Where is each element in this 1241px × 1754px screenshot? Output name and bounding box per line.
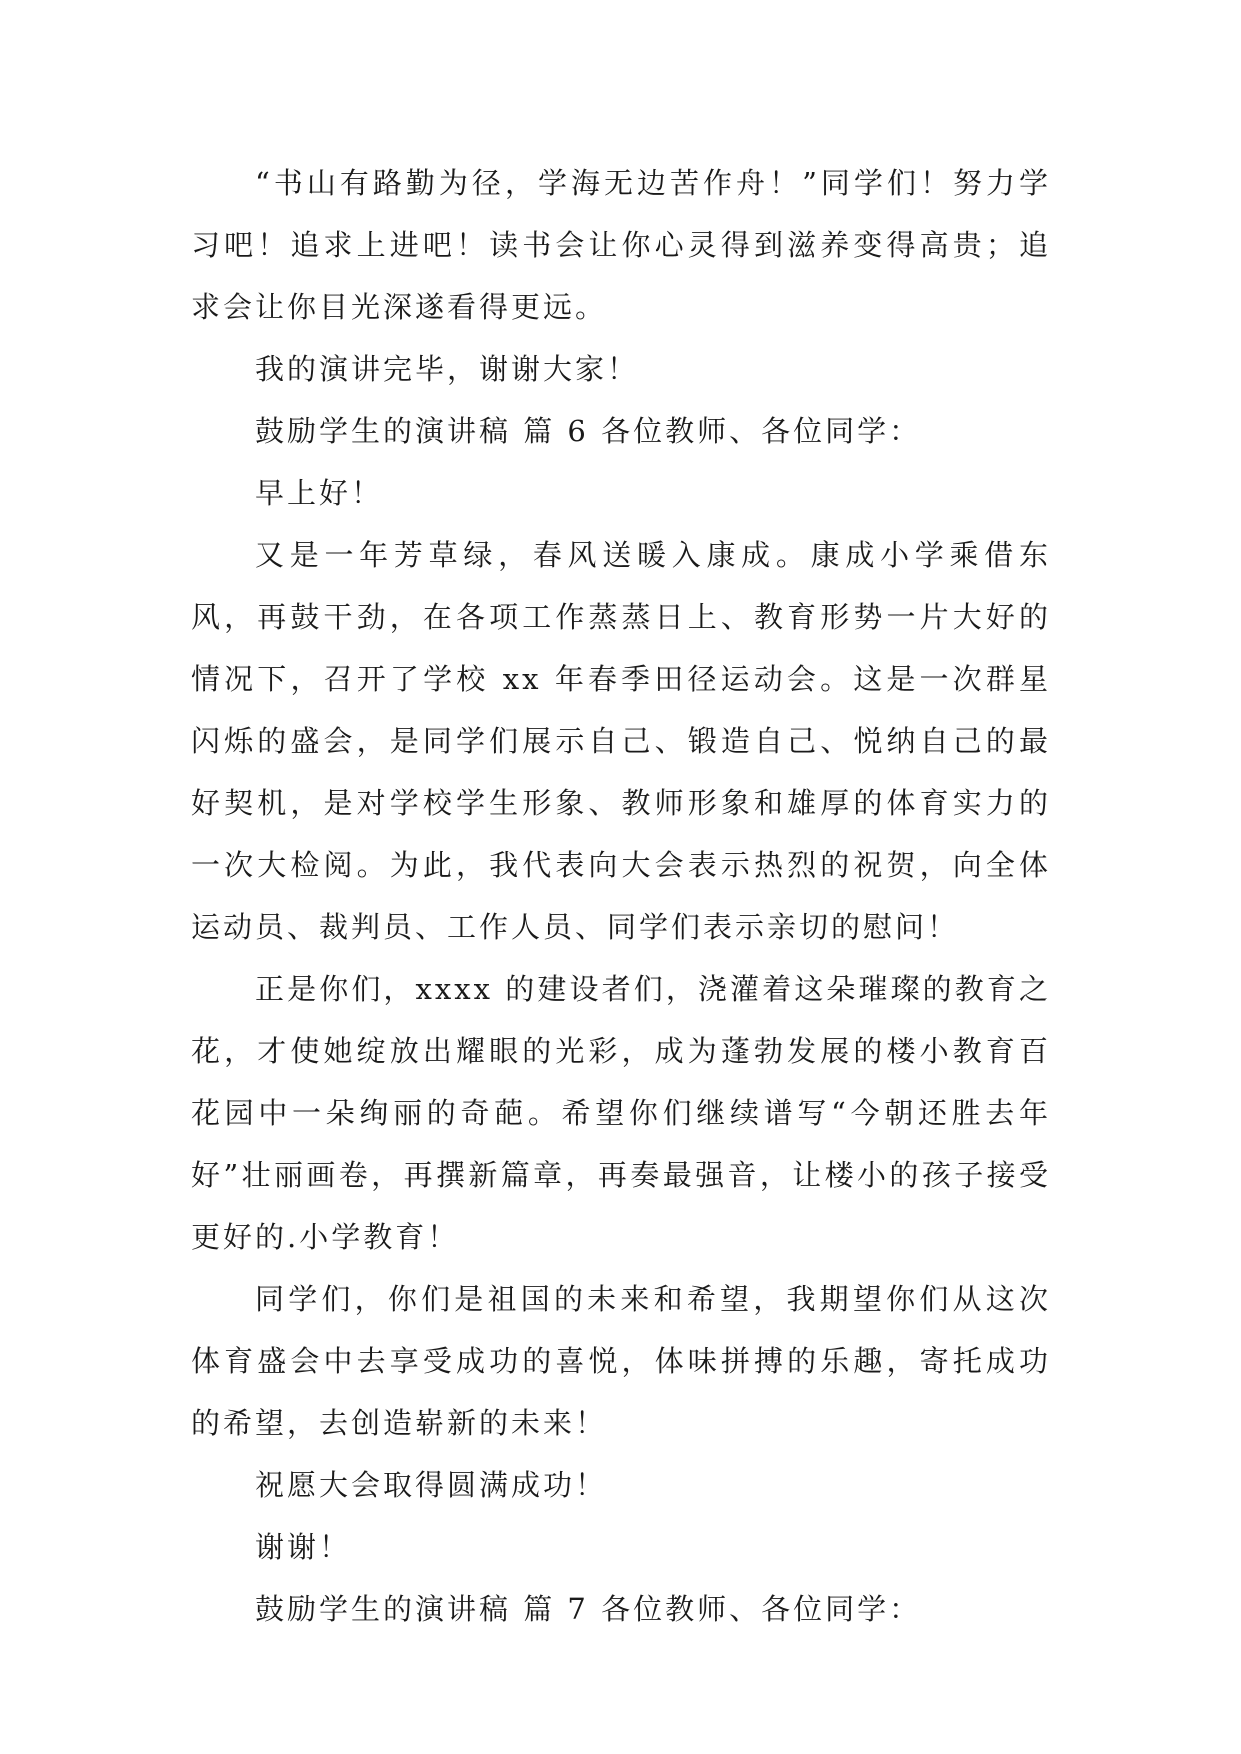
- document-body: [191, 152, 1051, 1640]
- paragraph-wish: 祝愿大会取得圆满成功！: [255, 1468, 608, 1502]
- paragraph-students: 同学们，你们是祖国的未来和希望，我期望你们从这次体育盛会中去享受成功的喜悦，体味拼搏的乐趣，寄托成功的希望，去创造崭新的未来！: [191, 1282, 1051, 1440]
- paragraph-heading-7: 鼓励学生的演讲稿 篇 7 各位教师、各位同学：: [255, 1592, 922, 1626]
- paragraph-thanks: 谢谢！: [255, 1530, 352, 1564]
- paragraph-speech-end: 我的演讲完毕，谢谢大家！: [255, 352, 640, 386]
- paragraph-builders: 正是你们，xxxx 的建设者们，浇灌着这朵璀璨的教育之花，才使她绽放出耀眼的光彩，成为蓬勃发展的楼小教育百花园中一朵绚丽的奇葩。希望你们继续谱写“今朝还胜去年好”壮丽画卷，再撰新篇章，再奏最强音，让楼小的孩子接受更好的.小学教育！: [191, 972, 1051, 1254]
- paragraph-greeting: 早上好！: [255, 476, 384, 510]
- paragraph-closing-quote: “书山有路勤为径，学海无边苦作舟！”同学们！努力学习吧！追求上进吧！读书会让你心灵得到滋养变得高贵；追求会让你目光深遂看得更远。: [191, 166, 1051, 324]
- paragraph-sports-meet: 又是一年芳草绿，春风送暖入康成。康成小学乘借东风，再鼓干劲，在各项工作蒸蒸日上、教育形势一片大好的情况下，召开了学校 xx 年春季田径运动会。这是一次群星闪烁的盛会，是同学们展示自己、锻造自己、悦纳自己的最好契机，是对学校学生形象、教师形象和雄厚的体育实力的一次大检阅。为此，我代表向大会表示热烈的祝贺，向全体运动员、裁判员、工作人员、同学们表示亲切的慰问！: [191, 538, 1051, 944]
- paragraph-heading-6: 鼓励学生的演讲稿 篇 6 各位教师、各位同学：: [255, 414, 922, 448]
